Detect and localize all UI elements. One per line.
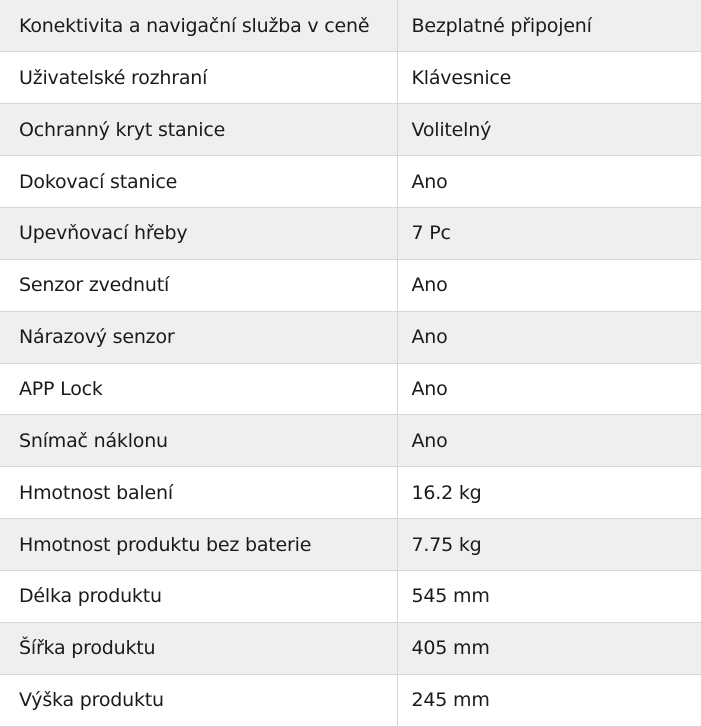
spec-label: Snímač náklonu (0, 415, 397, 467)
table-row (0, 207, 701, 259)
table-row (0, 467, 701, 519)
spec-label: Hmotnost balení (0, 467, 397, 519)
spec-label: Senzor zvednutí (0, 259, 397, 311)
spec-value: Ano (397, 311, 701, 363)
spec-label: Délka produktu (0, 570, 397, 622)
table-row (0, 52, 701, 104)
table-row (0, 622, 701, 674)
spec-value: 545 mm (397, 570, 701, 622)
spec-value: 405 mm (397, 622, 701, 674)
spec-label: Nárazový senzor (0, 311, 397, 363)
table-row (0, 156, 701, 208)
spec-value: 16.2 kg (397, 467, 701, 519)
spec-label: Upevňovací hřeby (0, 207, 397, 259)
table-row (0, 311, 701, 363)
spec-value: Ano (397, 415, 701, 467)
table-row (0, 259, 701, 311)
spec-value: 7.75 kg (397, 519, 701, 571)
spec-value: Klávesnice (397, 52, 701, 104)
table-row (0, 570, 701, 622)
spec-value: 7 Pc (397, 207, 701, 259)
table-row (0, 519, 701, 571)
spec-label: Hmotnost produktu bez baterie (0, 519, 397, 571)
table-row (0, 415, 701, 467)
table-row (0, 104, 701, 156)
table-row (0, 0, 701, 52)
spec-label: Konektivita a navigační služba v ceně (0, 0, 397, 52)
spec-value: Ano (397, 363, 701, 415)
spec-value: Ano (397, 259, 701, 311)
spec-label: Dokovací stanice (0, 156, 397, 208)
spec-value: 245 mm (397, 674, 701, 726)
table-row (0, 363, 701, 415)
spec-label: Uživatelské rozhraní (0, 52, 397, 104)
spec-label: Výška produktu (0, 674, 397, 726)
spec-value: Bezplatné připojení (397, 0, 701, 52)
spec-label: Šířka produktu (0, 622, 397, 674)
spec-label: Ochranný kryt stanice (0, 104, 397, 156)
spec-label: APP Lock (0, 363, 397, 415)
spec-value: Ano (397, 156, 701, 208)
spec-value: Volitelný (397, 104, 701, 156)
table-row (0, 674, 701, 726)
